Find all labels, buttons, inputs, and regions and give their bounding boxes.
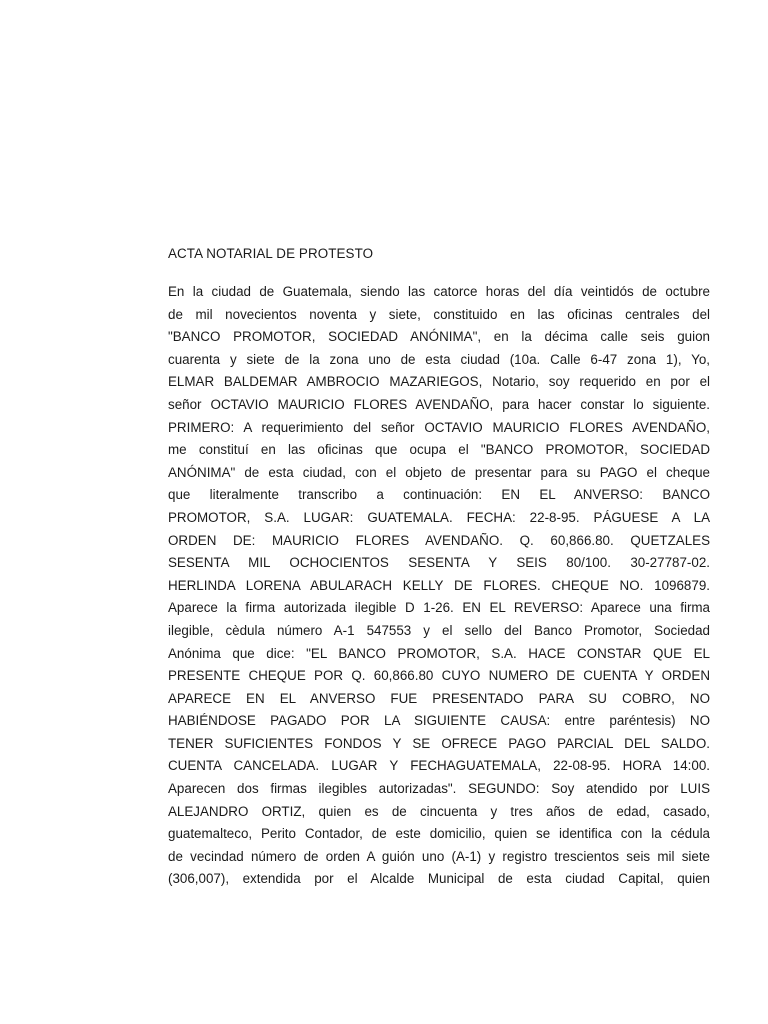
body-line: TENER SUFICIENTES FONDOS Y SE OFRECE PAGO PARCIAL DEL SALDO. — [168, 735, 710, 751]
body-line: CUENTA CANCELADA. LUGAR Y FECHAGUATEMALA, 22-08-95. HORA 14:00. — [168, 758, 710, 774]
body-line: ORDEN DE: MAURICIO FLORES AVENDAÑO. Q. 60,866.80. QUETZALES — [168, 532, 710, 548]
body-line: de vecindad número de orden A guión uno (A-1) y registro trescientos seis mil siete — [168, 848, 710, 864]
body-line: APARECE EN EL ANVERSO FUE PRESENTADO PARA SU COBRO, NO — [168, 690, 710, 706]
body-line: PROMOTOR, S.A. LUGAR: GUATEMALA. FECHA: 22-8-95. PÁGUESE A LA — [168, 509, 710, 525]
body-line: SESENTA MIL OCHOCIENTOS SESENTA Y SEIS 80/100. 30-27787-02. — [168, 555, 710, 571]
body-line: "BANCO PROMOTOR, SOCIEDAD ANÓNIMA", en la décima calle seis guion — [168, 329, 710, 345]
body-line: me constituí en las oficinas que ocupa el "BANCO PROMOTOR, SOCIEDAD — [168, 442, 710, 458]
body-line: Aparece la firma autorizada ilegible D 1-26. EN EL REVERSO: Aparece una firma — [168, 600, 710, 616]
body-line: PRIMERO: A requerimiento del señor OCTAVIO MAURICIO FLORES AVENDAÑO, — [168, 419, 710, 435]
body-line: cuarenta y siete de la zona uno de esta ciudad (10a. Calle 6-47 zona 1), Yo, — [168, 351, 710, 367]
body-line: ANÓNIMA" de esta ciudad, con el objeto de presentar para su PAGO el cheque — [168, 464, 710, 480]
body-line: señor OCTAVIO MAURICIO FLORES AVENDAÑO, para hacer constar lo siguiente. — [168, 396, 710, 412]
body-line: HABIÉNDOSE PAGADO POR LA SIGUIENTE CAUSA: entre paréntesis) NO — [168, 713, 710, 729]
body-line: En la ciudad de Guatemala, siendo las catorce horas del día veintidós de octubre — [168, 284, 710, 299]
body-line: Anónima que dice: "EL BANCO PROMOTOR, S.A. HACE CONSTAR QUE EL — [168, 645, 710, 661]
body-line: ilegible, cèdula número A-1 547553 y el sello del Banco Promotor, Sociedad — [168, 622, 710, 638]
body-line: PRESENTE CHEQUE POR Q. 60,866.80 CUYO NUMERO DE CUENTA Y ORDEN — [168, 668, 710, 684]
document-body — [168, 281, 710, 891]
body-line: HERLINDA LORENA ABULARACH KELLY DE FLORES. CHEQUE NO. 1096879. — [168, 577, 710, 593]
document-title: ACTA NOTARIAL DE PROTESTO — [168, 246, 374, 261]
body-line: Aparecen dos firmas ilegibles autorizadas". SEGUNDO: Soy atendido por LUIS — [168, 781, 710, 797]
body-line: de mil novecientos noventa y siete, constituido en las oficinas centrales del — [168, 306, 710, 322]
body-line: (306,007), extendida por el Alcalde Municipal de esta ciudad Capital, quien — [168, 871, 710, 887]
body-line: ALEJANDRO ORTIZ, quien es de cincuenta y tres años de edad, casado, — [168, 803, 710, 819]
body-line: guatemalteco, Perito Contador, de este domicilio, quien se identifica con la cédula — [168, 826, 710, 842]
body-line: ELMAR BALDEMAR AMBROCIO MAZARIEGOS, Notario, soy requerido en por el — [168, 374, 710, 390]
body-line: que literalmente transcribo a continuación: EN EL ANVERSO: BANCO — [168, 487, 710, 503]
